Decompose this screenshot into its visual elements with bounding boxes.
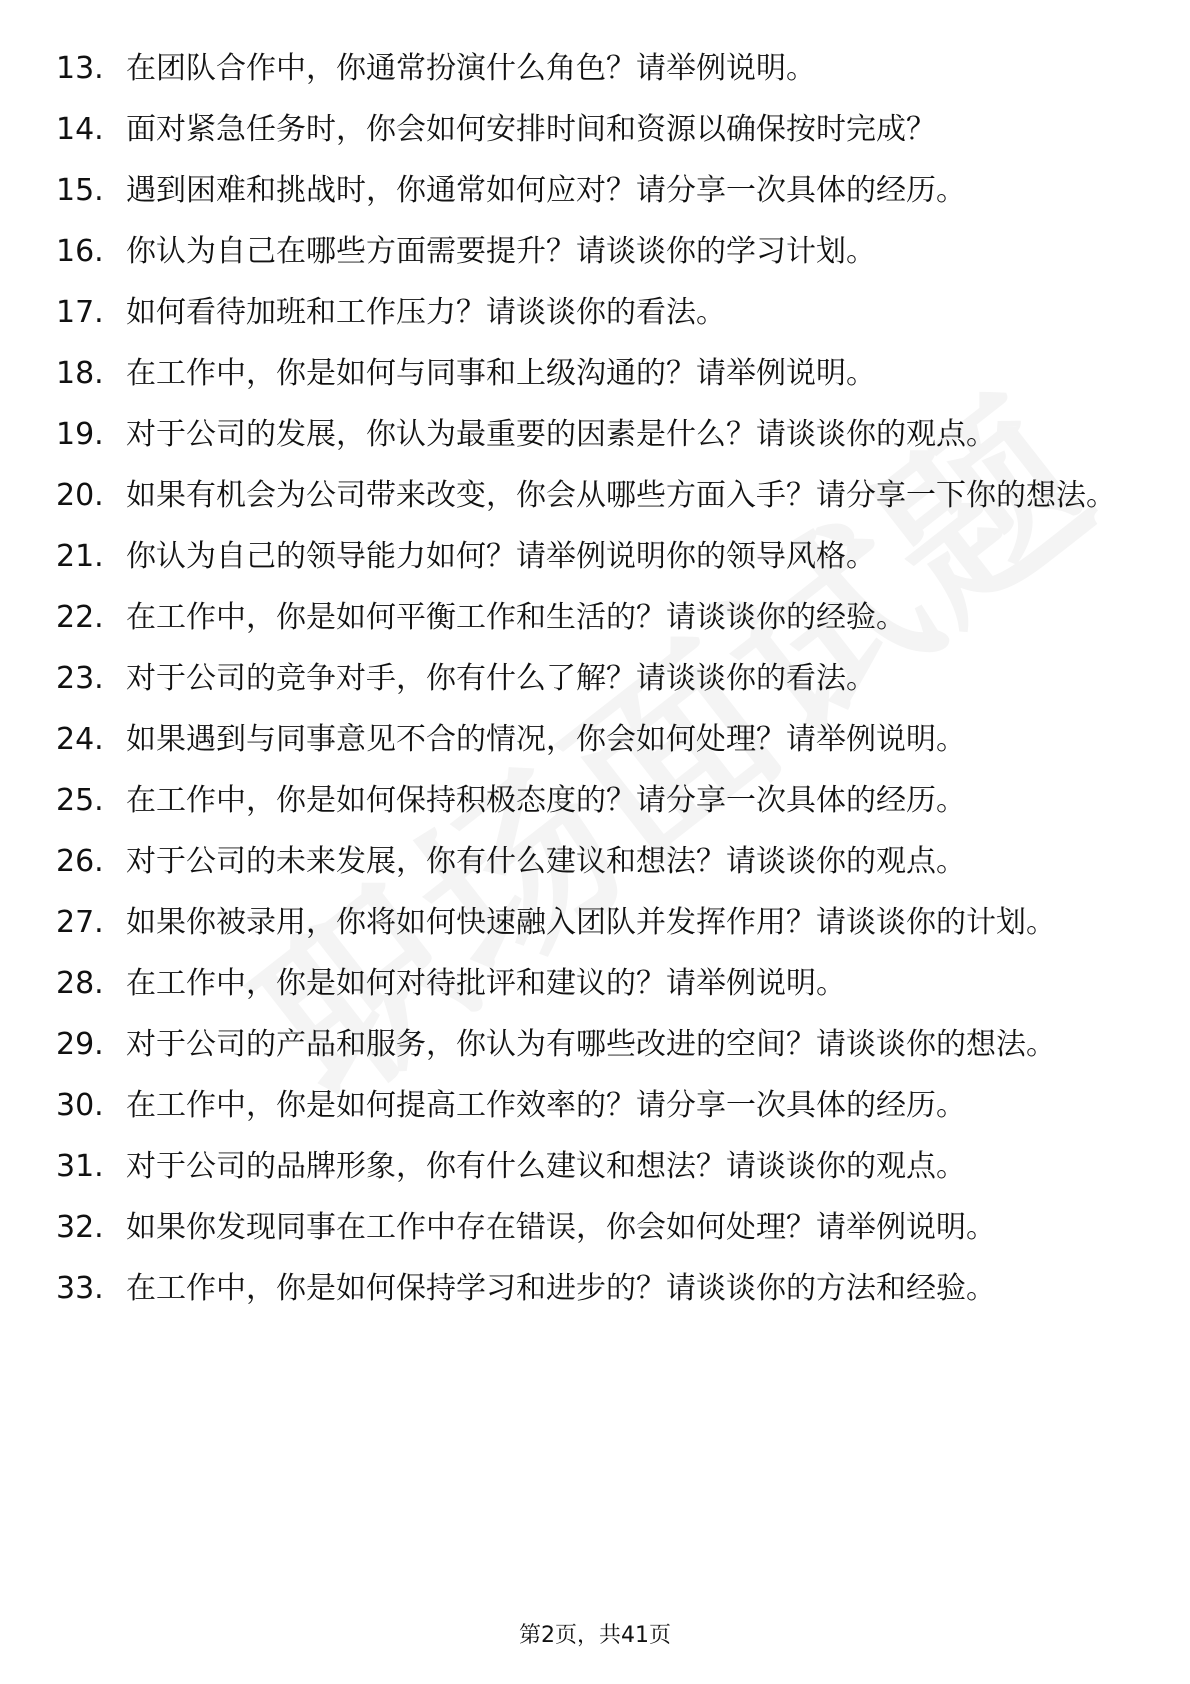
- question-item: [56, 1270, 1136, 1307]
- question-number: 30.: [56, 1088, 104, 1123]
- question-item: [56, 233, 1136, 270]
- question-text: 在团队合作中，你通常扮演什么角色？请举例说明。: [126, 51, 816, 86]
- question-item: [56, 721, 1136, 758]
- page-footer: [0, 1618, 1190, 1649]
- question-number: 31.: [56, 1149, 104, 1184]
- question-item: [56, 843, 1136, 880]
- question-number: 29.: [56, 1027, 104, 1062]
- question-number: 25.: [56, 783, 104, 818]
- question-item: [56, 477, 1136, 514]
- page-number-label: 第2页，共41页: [519, 1623, 671, 1648]
- question-item: [56, 294, 1136, 331]
- question-text: 面对紧急任务时，你会如何安排时间和资源以确保按时完成？: [126, 112, 936, 147]
- question-text: 你认为自己在哪些方面需要提升？请谈谈你的学习计划。: [126, 234, 876, 269]
- question-number: 33.: [56, 1271, 104, 1306]
- question-item: [56, 416, 1136, 453]
- question-text: 对于公司的品牌形象，你有什么建议和想法？请谈谈你的观点。: [126, 1149, 966, 1184]
- question-item: [56, 660, 1136, 697]
- question-text: 对于公司的发展，你认为最重要的因素是什么？请谈谈你的观点。: [126, 417, 996, 452]
- question-text: 你认为自己的领导能力如何？请举例说明你的领导风格。: [126, 539, 876, 574]
- question-text: 在工作中，你是如何对待批评和建议的？请举例说明。: [126, 966, 846, 1001]
- question-item: [56, 355, 1136, 392]
- question-number: 23.: [56, 661, 104, 696]
- question-item: [56, 1087, 1136, 1124]
- question-number: 18.: [56, 356, 104, 391]
- question-list: [56, 50, 1136, 1331]
- question-item: [56, 1026, 1136, 1063]
- question-text: 如何看待加班和工作压力？请谈谈你的看法。: [126, 295, 726, 330]
- question-text: 如果遇到与同事意见不合的情况，你会如何处理？请举例说明。: [126, 722, 966, 757]
- question-text: 对于公司的产品和服务，你认为有哪些改进的空间？请谈谈你的想法。: [126, 1027, 1056, 1062]
- question-number: 21.: [56, 539, 104, 574]
- question-item: [56, 965, 1136, 1002]
- question-number: 17.: [56, 295, 104, 330]
- question-number: 22.: [56, 600, 104, 635]
- question-number: 13.: [56, 51, 104, 86]
- question-text: 如果有机会为公司带来改变，你会从哪些方面入手？请分享一下你的想法。: [126, 478, 1116, 513]
- question-number: 16.: [56, 234, 104, 269]
- question-item: [56, 1148, 1136, 1185]
- question-item: [56, 599, 1136, 636]
- question-number: 32.: [56, 1210, 104, 1245]
- question-item: [56, 50, 1136, 87]
- question-number: 14.: [56, 112, 104, 147]
- question-item: [56, 1209, 1136, 1246]
- question-text: 遇到困难和挑战时，你通常如何应对？请分享一次具体的经历。: [126, 173, 966, 208]
- question-text: 在工作中，你是如何提高工作效率的？请分享一次具体的经历。: [126, 1088, 966, 1123]
- question-text: 如果你发现同事在工作中存在错误，你会如何处理？请举例说明。: [126, 1210, 996, 1245]
- question-number: 28.: [56, 966, 104, 1001]
- question-text: 在工作中，你是如何保持积极态度的？请分享一次具体的经历。: [126, 783, 966, 818]
- question-text: 在工作中，你是如何平衡工作和生活的？请谈谈你的经验。: [126, 600, 906, 635]
- question-number: 26.: [56, 844, 104, 879]
- question-text: 对于公司的竞争对手，你有什么了解？请谈谈你的看法。: [126, 661, 876, 696]
- question-number: 19.: [56, 417, 104, 452]
- question-number: 20.: [56, 478, 104, 513]
- question-text: 在工作中，你是如何与同事和上级沟通的？请举例说明。: [126, 356, 876, 391]
- question-number: 24.: [56, 722, 104, 757]
- question-number: 15.: [56, 173, 104, 208]
- question-item: [56, 538, 1136, 575]
- question-item: [56, 172, 1136, 209]
- question-text: 在工作中，你是如何保持学习和进步的？请谈谈你的方法和经验。: [126, 1271, 996, 1306]
- question-item: [56, 904, 1136, 941]
- question-text: 对于公司的未来发展，你有什么建议和想法？请谈谈你的观点。: [126, 844, 966, 879]
- question-item: [56, 111, 1136, 148]
- question-text: 如果你被录用，你将如何快速融入团队并发挥作用？请谈谈你的计划。: [126, 905, 1056, 940]
- question-number: 27.: [56, 905, 104, 940]
- question-item: [56, 782, 1136, 819]
